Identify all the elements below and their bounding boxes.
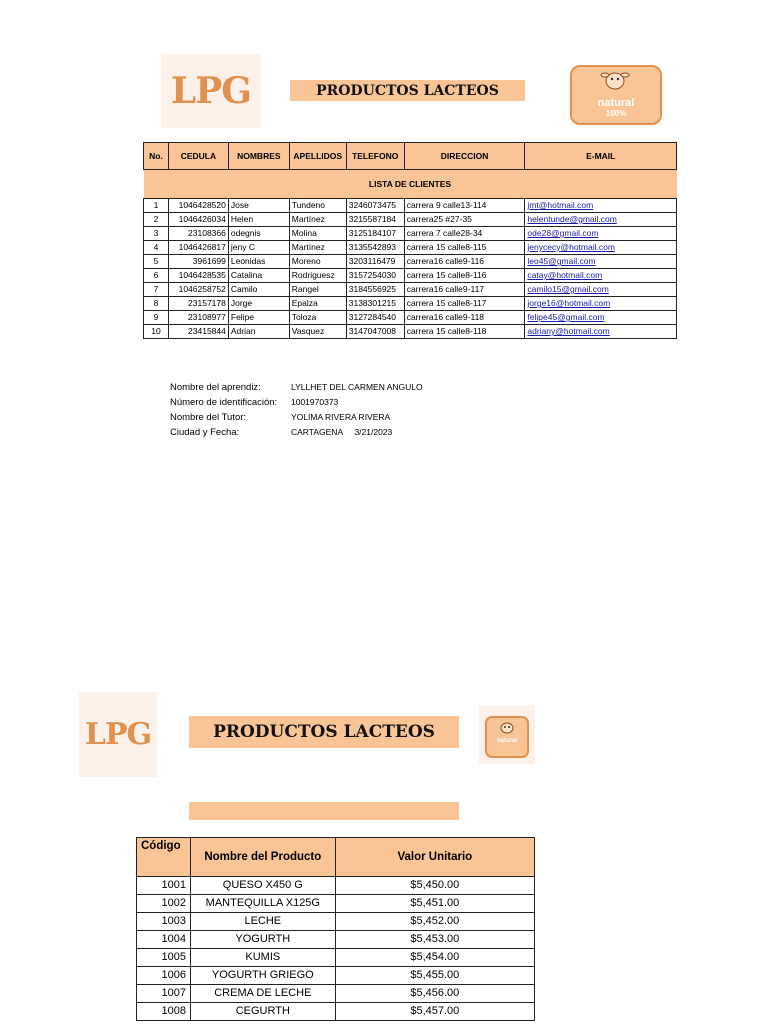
col-valor: Valor Unitario	[335, 838, 534, 877]
table-cell: LECHE	[190, 913, 335, 931]
table-cell: CREMA DE LECHE	[190, 985, 335, 1003]
email-link[interactable]: jmt@hotmail.com	[527, 200, 594, 210]
table-cell	[525, 311, 677, 325]
table-cell	[525, 213, 677, 227]
email-link[interactable]: felipe45@gmail.com	[527, 312, 605, 322]
table-cell: 1	[144, 199, 169, 213]
table-cell	[525, 199, 677, 213]
clients-col-header: E-MAIL	[525, 143, 677, 170]
table-cell: Felipe	[228, 311, 289, 325]
subtitle-bar	[189, 802, 459, 820]
table-cell: 23415844	[168, 325, 228, 339]
page-title-banner	[290, 80, 525, 101]
table-cell: 7	[144, 283, 169, 297]
table-cell: 3135542893	[346, 241, 404, 255]
table-cell: carrera 15 calle8-117	[404, 297, 525, 311]
badge-text-2: natural	[496, 738, 517, 744]
table-cell: 3215587184	[346, 213, 404, 227]
table-cell	[525, 241, 677, 255]
table-row	[144, 213, 677, 227]
natural-badge-2	[479, 706, 535, 764]
page-title: PRODUCTOS LACTEOS	[316, 82, 499, 99]
table-cell: carrera 15 calle8-116	[404, 269, 525, 283]
email-link[interactable]: camilo15@gmail.com	[527, 284, 609, 294]
table-cell: carrera16 calle9-117	[404, 283, 525, 297]
email-link[interactable]: jorge16@hotmail.com	[527, 298, 611, 308]
logo-text: LPG	[170, 70, 252, 112]
email-link[interactable]: leo45@gmail.com	[527, 256, 596, 266]
table-cell: 3127284540	[346, 311, 404, 325]
table-cell: Rodriguesz	[289, 269, 346, 283]
clients-col-header: DIRECCION	[404, 143, 525, 170]
table-cell: 1046428520	[168, 199, 228, 213]
table-cell: 2	[144, 213, 169, 227]
table-row	[137, 931, 535, 949]
table-cell: Jorge	[228, 297, 289, 311]
email-link[interactable]: adriany@hotmail.com	[527, 326, 610, 336]
clients-col-header: CEDULA	[168, 143, 228, 170]
table-cell: $5,452.00	[335, 913, 534, 931]
products-header-row	[137, 838, 535, 877]
table-cell: 23157178	[168, 297, 228, 311]
table-cell: Camilo	[228, 283, 289, 297]
products-table-body	[137, 877, 535, 1021]
company-logo	[161, 54, 261, 128]
email-link[interactable]: jenycecy@hotmail.com	[527, 242, 615, 252]
table-row	[144, 269, 677, 283]
table-cell: $5,454.00	[335, 949, 534, 967]
clients-header-row	[144, 143, 677, 170]
table-row	[137, 895, 535, 913]
table-cell: Moreno	[289, 255, 346, 269]
table-cell: Tundeno	[289, 199, 346, 213]
table-cell: 1046426034	[168, 213, 228, 227]
table-cell: YOGURTH	[190, 931, 335, 949]
table-cell: 1046428535	[168, 269, 228, 283]
ciudad-label: Ciudad y Fecha:	[170, 427, 240, 438]
table-row	[137, 985, 535, 1003]
table-cell: 1046258752	[168, 283, 228, 297]
col-nombre: Nombre del Producto	[190, 838, 335, 877]
page-title-2: PRODUCTOS LACTEOS	[213, 722, 435, 742]
table-cell: 3	[144, 227, 169, 241]
table-row	[144, 283, 677, 297]
clients-col-header: NOMBRES	[228, 143, 289, 170]
tutor-label: Nombre del Tutor:	[170, 412, 247, 423]
table-cell: 9	[144, 311, 169, 325]
clients-table-wrapper	[143, 142, 677, 339]
email-link[interactable]: ode28@gmail.com	[527, 228, 599, 238]
table-cell: Martínez	[289, 213, 346, 227]
table-cell: Helen	[228, 213, 289, 227]
table-cell: YOGURTH GRIEGO	[190, 967, 335, 985]
table-row	[144, 311, 677, 325]
table-cell: Jose	[228, 199, 289, 213]
table-cell: $5,453.00	[335, 931, 534, 949]
table-cell: 23108366	[168, 227, 228, 241]
table-cell: $5,455.00	[335, 967, 534, 985]
table-cell: Vasquez	[289, 325, 346, 339]
table-cell: 1005	[137, 949, 191, 967]
table-cell: 6	[144, 269, 169, 283]
table-cell: 1004	[137, 931, 191, 949]
table-cell: 8	[144, 297, 169, 311]
page-title-banner-2	[189, 716, 459, 748]
table-cell: MANTEQUILLA X125G	[190, 895, 335, 913]
table-cell: carrera16 calle9-118	[404, 311, 525, 325]
table-cell: 10	[144, 325, 169, 339]
company-logo-2	[79, 692, 157, 777]
table-row	[144, 199, 677, 213]
table-cell: carrera 9 calle13-114	[404, 199, 525, 213]
table-cell: 3184556925	[346, 283, 404, 297]
table-cell: $5,456.00	[335, 985, 534, 1003]
table-cell: carrera16 calle9-116	[404, 255, 525, 269]
table-row	[144, 241, 677, 255]
table-cell: 3246073475	[346, 199, 404, 213]
table-cell: Catalina	[228, 269, 289, 283]
cow-icon	[600, 69, 630, 91]
table-cell: Epalza	[289, 297, 346, 311]
products-table-wrapper	[136, 837, 535, 1021]
cow-icon-2	[497, 720, 517, 739]
table-cell: carrera 7 calle28-34	[404, 227, 525, 241]
clients-table-body	[144, 199, 677, 339]
table-cell: carrera 15 calle8-115	[404, 241, 525, 255]
clients-col-header: TELEFONO	[346, 143, 404, 170]
id-value: 1001970373	[291, 397, 339, 407]
table-cell: KUMIS	[190, 949, 335, 967]
ciudad-value: CARTAGENA 3/21/2023	[291, 427, 393, 437]
table-cell: $5,451.00	[335, 895, 534, 913]
tutor-value: YOLIMA RIVERA RIVERA	[291, 412, 391, 422]
email-link[interactable]: helentunde@gmail.com	[527, 214, 617, 224]
table-row	[137, 1003, 535, 1021]
table-cell: jeny C	[228, 241, 289, 255]
table-cell	[525, 283, 677, 297]
table-cell: 1001	[137, 877, 191, 895]
clients-table-title: LISTA DE CLIENTES	[144, 170, 677, 199]
table-cell: 1003	[137, 913, 191, 931]
table-row	[144, 255, 677, 269]
products-table	[136, 837, 535, 1021]
table-cell: Rangel	[289, 283, 346, 297]
table-cell	[525, 255, 677, 269]
table-row	[137, 913, 535, 931]
table-cell: CEGURTH	[190, 1003, 335, 1021]
natural-badge	[570, 65, 662, 125]
table-cell: 1006	[137, 967, 191, 985]
table-cell: 3203116479	[346, 255, 404, 269]
table-cell: 3125184107	[346, 227, 404, 241]
table-cell: carrera 15 calle8-118	[404, 325, 525, 339]
logo-text-2: LPG	[84, 717, 152, 752]
student-info	[170, 380, 570, 440]
table-cell: 5	[144, 255, 169, 269]
table-cell: 3961699	[168, 255, 228, 269]
table-cell: 1046426817	[168, 241, 228, 255]
col-codigo: Código	[137, 838, 191, 877]
table-cell: 3147047008	[346, 325, 404, 339]
table-cell: QUESO X450 G	[190, 877, 335, 895]
clients-col-header: No.	[144, 143, 169, 170]
table-cell: 1007	[137, 985, 191, 1003]
table-cell: odegnis	[228, 227, 289, 241]
table-row	[144, 297, 677, 311]
table-cell: 23108977	[168, 311, 228, 325]
table-cell: Adrian	[228, 325, 289, 339]
table-cell: Leonidas	[228, 255, 289, 269]
clients-table	[143, 142, 677, 339]
table-row	[137, 967, 535, 985]
email-link[interactable]: catay@hotmail.com	[527, 270, 603, 280]
table-cell: 4	[144, 241, 169, 255]
table-cell: 3138301215	[346, 297, 404, 311]
table-cell: 1008	[137, 1003, 191, 1021]
table-row	[137, 949, 535, 967]
aprendiz-value: LYLLHET DEL CARMEN ANGULO	[291, 382, 423, 392]
table-cell	[525, 269, 677, 283]
table-cell: Toloza	[289, 311, 346, 325]
table-cell: 1002	[137, 895, 191, 913]
id-label: Número de identificación:	[170, 397, 278, 408]
table-cell: 3157254030	[346, 269, 404, 283]
table-cell	[525, 227, 677, 241]
aprendiz-label: Nombre del aprendiz:	[170, 382, 261, 393]
clients-col-header: APELLIDOS	[289, 143, 346, 170]
table-row	[144, 227, 677, 241]
table-cell: carrera25 #27-35	[404, 213, 525, 227]
badge-text: natural	[597, 97, 635, 109]
table-cell: $5,450.00	[335, 877, 534, 895]
badge-subtext: 100%	[605, 109, 627, 118]
table-cell: Molina	[289, 227, 346, 241]
table-row	[144, 325, 677, 339]
table-row	[137, 877, 535, 895]
table-cell: $5,457.00	[335, 1003, 534, 1021]
table-cell: Martínez	[289, 241, 346, 255]
table-cell	[525, 325, 677, 339]
table-cell	[525, 297, 677, 311]
